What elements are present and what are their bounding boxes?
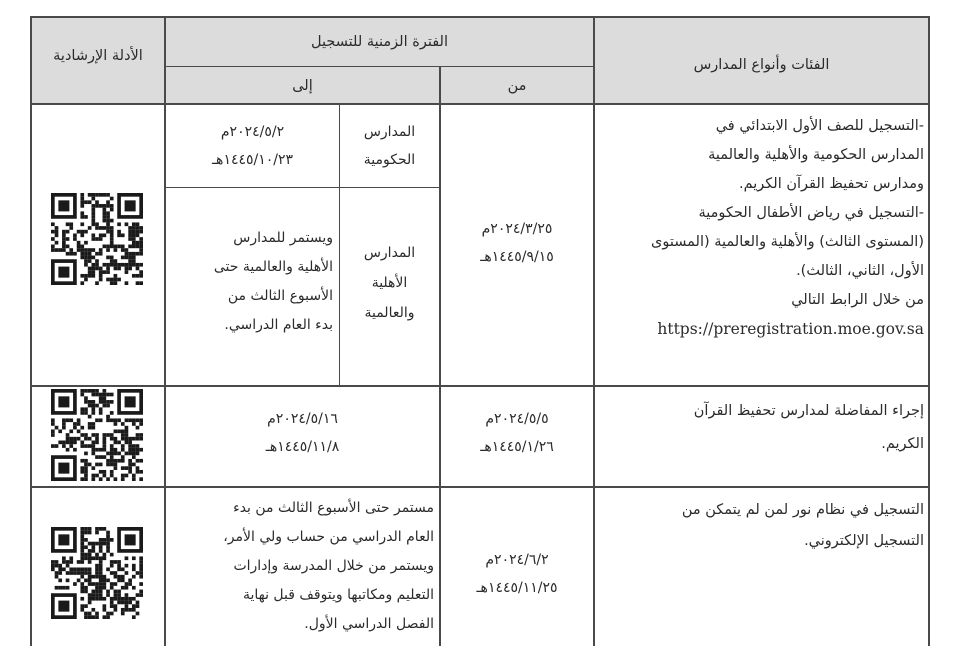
row1-line-3: ومدارس تحفيظ القرآن الكريم. bbox=[738, 176, 924, 192]
row1-from-hijri: ١٤٤٥/٩/١٥هـ bbox=[480, 249, 554, 265]
private-label-2: الأهلية bbox=[371, 275, 408, 291]
header-to: إلى bbox=[292, 78, 313, 94]
row1-line-5: (المستوى الثالث) والأهلية والعالمية (المستوى bbox=[651, 234, 924, 250]
private-to-line-1: ويستمر للمدارس bbox=[233, 230, 333, 246]
row2-to-hijri: ١٤٤٥/١١/٨هـ bbox=[265, 439, 340, 455]
row1-from-date bbox=[441, 215, 593, 271]
gov-to-gregorian: ٢٠٢٤/٥/٢م bbox=[220, 124, 285, 140]
row1-line-2: المدارس الحكومية والأهلية والعالمية bbox=[708, 147, 924, 163]
row3-line-1: التسجيل في نظام نور لمن لم يتمكن من bbox=[681, 502, 924, 518]
rule-header-mid bbox=[165, 66, 594, 67]
rule-row1-gov bbox=[165, 187, 440, 188]
row3-from-hijri: ١٤٤٥/١١/٢٥هـ bbox=[476, 580, 558, 596]
row1-category bbox=[604, 112, 924, 344]
row1-private-label bbox=[340, 238, 439, 328]
row2-line-2: الكريم. bbox=[881, 436, 924, 452]
registration-link[interactable]: https://preregistration.moe.gov.sa bbox=[657, 320, 924, 338]
gov-label-1: المدارس bbox=[363, 124, 416, 140]
qr-code-row3[interactable] bbox=[51, 527, 143, 619]
private-label-3: والعالمية bbox=[364, 305, 415, 321]
row3-to-line-1: مستمر حتى الأسبوع الثالث من بدء bbox=[233, 500, 434, 516]
row1-gov-label bbox=[340, 118, 439, 174]
header-guides: الأدلة الإرشادية bbox=[53, 48, 143, 64]
gov-to-hijri: ١٤٤٥/١٠/٢٣هـ bbox=[211, 152, 294, 168]
row3-from-date bbox=[441, 546, 593, 602]
row2-from-date bbox=[441, 405, 593, 461]
qr-code-row2[interactable] bbox=[51, 389, 143, 481]
row1-line-1: -التسجيل للصف الأول الابتدائي في bbox=[715, 118, 924, 134]
rule-right bbox=[928, 16, 930, 646]
private-to-line-2: الأهلية والعالمية حتى bbox=[213, 259, 333, 275]
row1-line-4: -التسجيل في رياض الأطفال الحكومية bbox=[698, 205, 924, 221]
row1-from-gregorian: ٢٠٢٤/٣/٢٥م bbox=[481, 221, 553, 237]
row2-from-hijri: ١٤٤٥/١/٢٦هـ bbox=[480, 439, 554, 455]
private-label-1: المدارس bbox=[363, 245, 416, 261]
gov-label-2: الحكومية bbox=[363, 152, 416, 168]
row1-gov-to bbox=[166, 118, 339, 174]
header-period: الفترة الزمنية للتسجيل bbox=[311, 34, 448, 50]
rule-guides bbox=[164, 16, 166, 646]
row3-to-line-2: العام الدراسي من حساب ولي الأمر، bbox=[223, 529, 434, 545]
row3-line-2: التسجيل الإلكتروني. bbox=[804, 533, 924, 549]
rule-categories bbox=[593, 16, 595, 646]
qr-code-row1[interactable] bbox=[51, 193, 143, 285]
header-categories: الفئات وأنواع المدارس bbox=[693, 57, 830, 73]
row2-from-gregorian: ٢٠٢٤/٥/٥م bbox=[485, 411, 549, 427]
row1-line-6: الأول، الثاني، الثالث). bbox=[796, 263, 924, 279]
row2-to-gregorian: ٢٠٢٤/٥/١٦م bbox=[267, 411, 338, 427]
rule-left bbox=[30, 16, 32, 646]
header-from: من bbox=[507, 78, 527, 94]
row3-from-gregorian: ٢٠٢٤/٦/٢م bbox=[485, 552, 549, 568]
row1-line-7: من خلال الرابط التالي bbox=[791, 292, 924, 308]
row3-to-line-5: الفصل الدراسي الأول. bbox=[304, 616, 434, 632]
row3-category bbox=[604, 495, 924, 557]
row2-line-1: إجراء المفاضلة لمدارس تحفيظ القرآن bbox=[693, 403, 924, 419]
private-to-line-3: الأسبوع الثالث من bbox=[227, 288, 333, 304]
row3-to bbox=[172, 494, 434, 646]
row2-to-date bbox=[166, 405, 439, 461]
row3-to-line-4: التعليم ومكاتبها ويتوقف قبل نهاية bbox=[242, 587, 434, 603]
row3-to-line-3: ويستمر من خلال المدرسة وإدارات bbox=[233, 558, 434, 574]
private-to-line-4: بدء العام الدراسي. bbox=[224, 317, 333, 333]
row1-private-to bbox=[170, 224, 333, 340]
row2-category bbox=[604, 395, 924, 461]
